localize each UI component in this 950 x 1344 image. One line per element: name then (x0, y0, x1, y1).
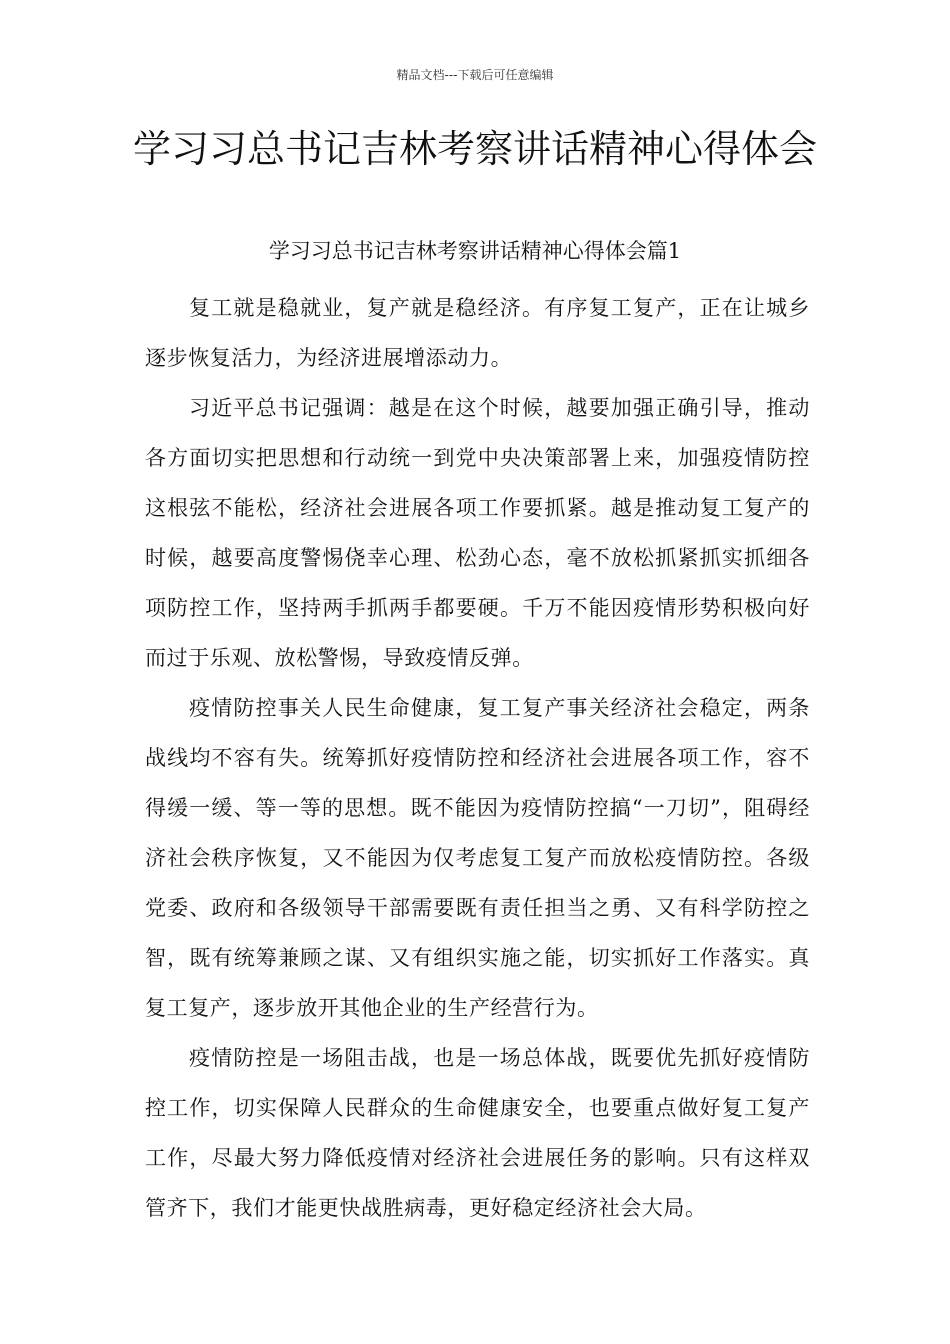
paragraph: 复工就是稳就业，复产就是稳经济。有序复工复产，正在让城乡逐步恢复活力，为经济进展增添动力。 (145, 296, 810, 370)
document-title: 学习习总书记吉林考察讲话精神心得体会 (132, 127, 817, 171)
body-text (145, 283, 810, 1233)
paragraph: 习近平总书记强调：越是在这个时候，越要加强正确引导，推动各方面切实把思想和行动统一到党中央决策部署上来，加强疫情防控这根弦不能松，经济社会进展各项工作要抓紧。越是推动复工复产的时候，越要高度警惕侥幸心理、松劲心态，毫不放松抓紧抓实抓细各项防控工作，坚持两手抓两手都要硬。千万不能因疫情形势积极向好而过于乐观、放松警惕，导致疫情反弹。 (145, 396, 810, 670)
paragraph: 疫情防控是一场阻击战，也是一场总体战，既要优先抓好疫情防控工作，切实保障人民群众的生命健康安全，也要重点做好复工复产工作，尽最大努力降低疫情对经济社会进展任务的影响。只有这样双管齐下，我们才能更快战胜病毒，更好稳定经济社会大局。 (145, 1046, 810, 1220)
document-subtitle: 学习习总书记吉林考察讲话精神心得体会篇1 (268, 239, 682, 263)
paragraph: 疫情防控事关人民生命健康，复工复产事关经济社会稳定，两条战线均不容有失。统筹抓好疫情防控和经济社会进展各项工作，容不得缓一缓、等一等的思想。既不能因为疫情防控搞“一刀切”，阻碍经济社会秩序恢复，又不能因为仅考虑复工复产而放松疫情防控。各级党委、政府和各级领导干部需要既有责任担当之勇、又有科学防控之智，既有统筹兼顾之谋、又有组织实施之能，切实抓好工作落实。真复工复产，逐步放开其他企业的生产经营行为。 (145, 696, 810, 1020)
header-note: 精品文档---下载后可任意编辑 (396, 68, 554, 82)
